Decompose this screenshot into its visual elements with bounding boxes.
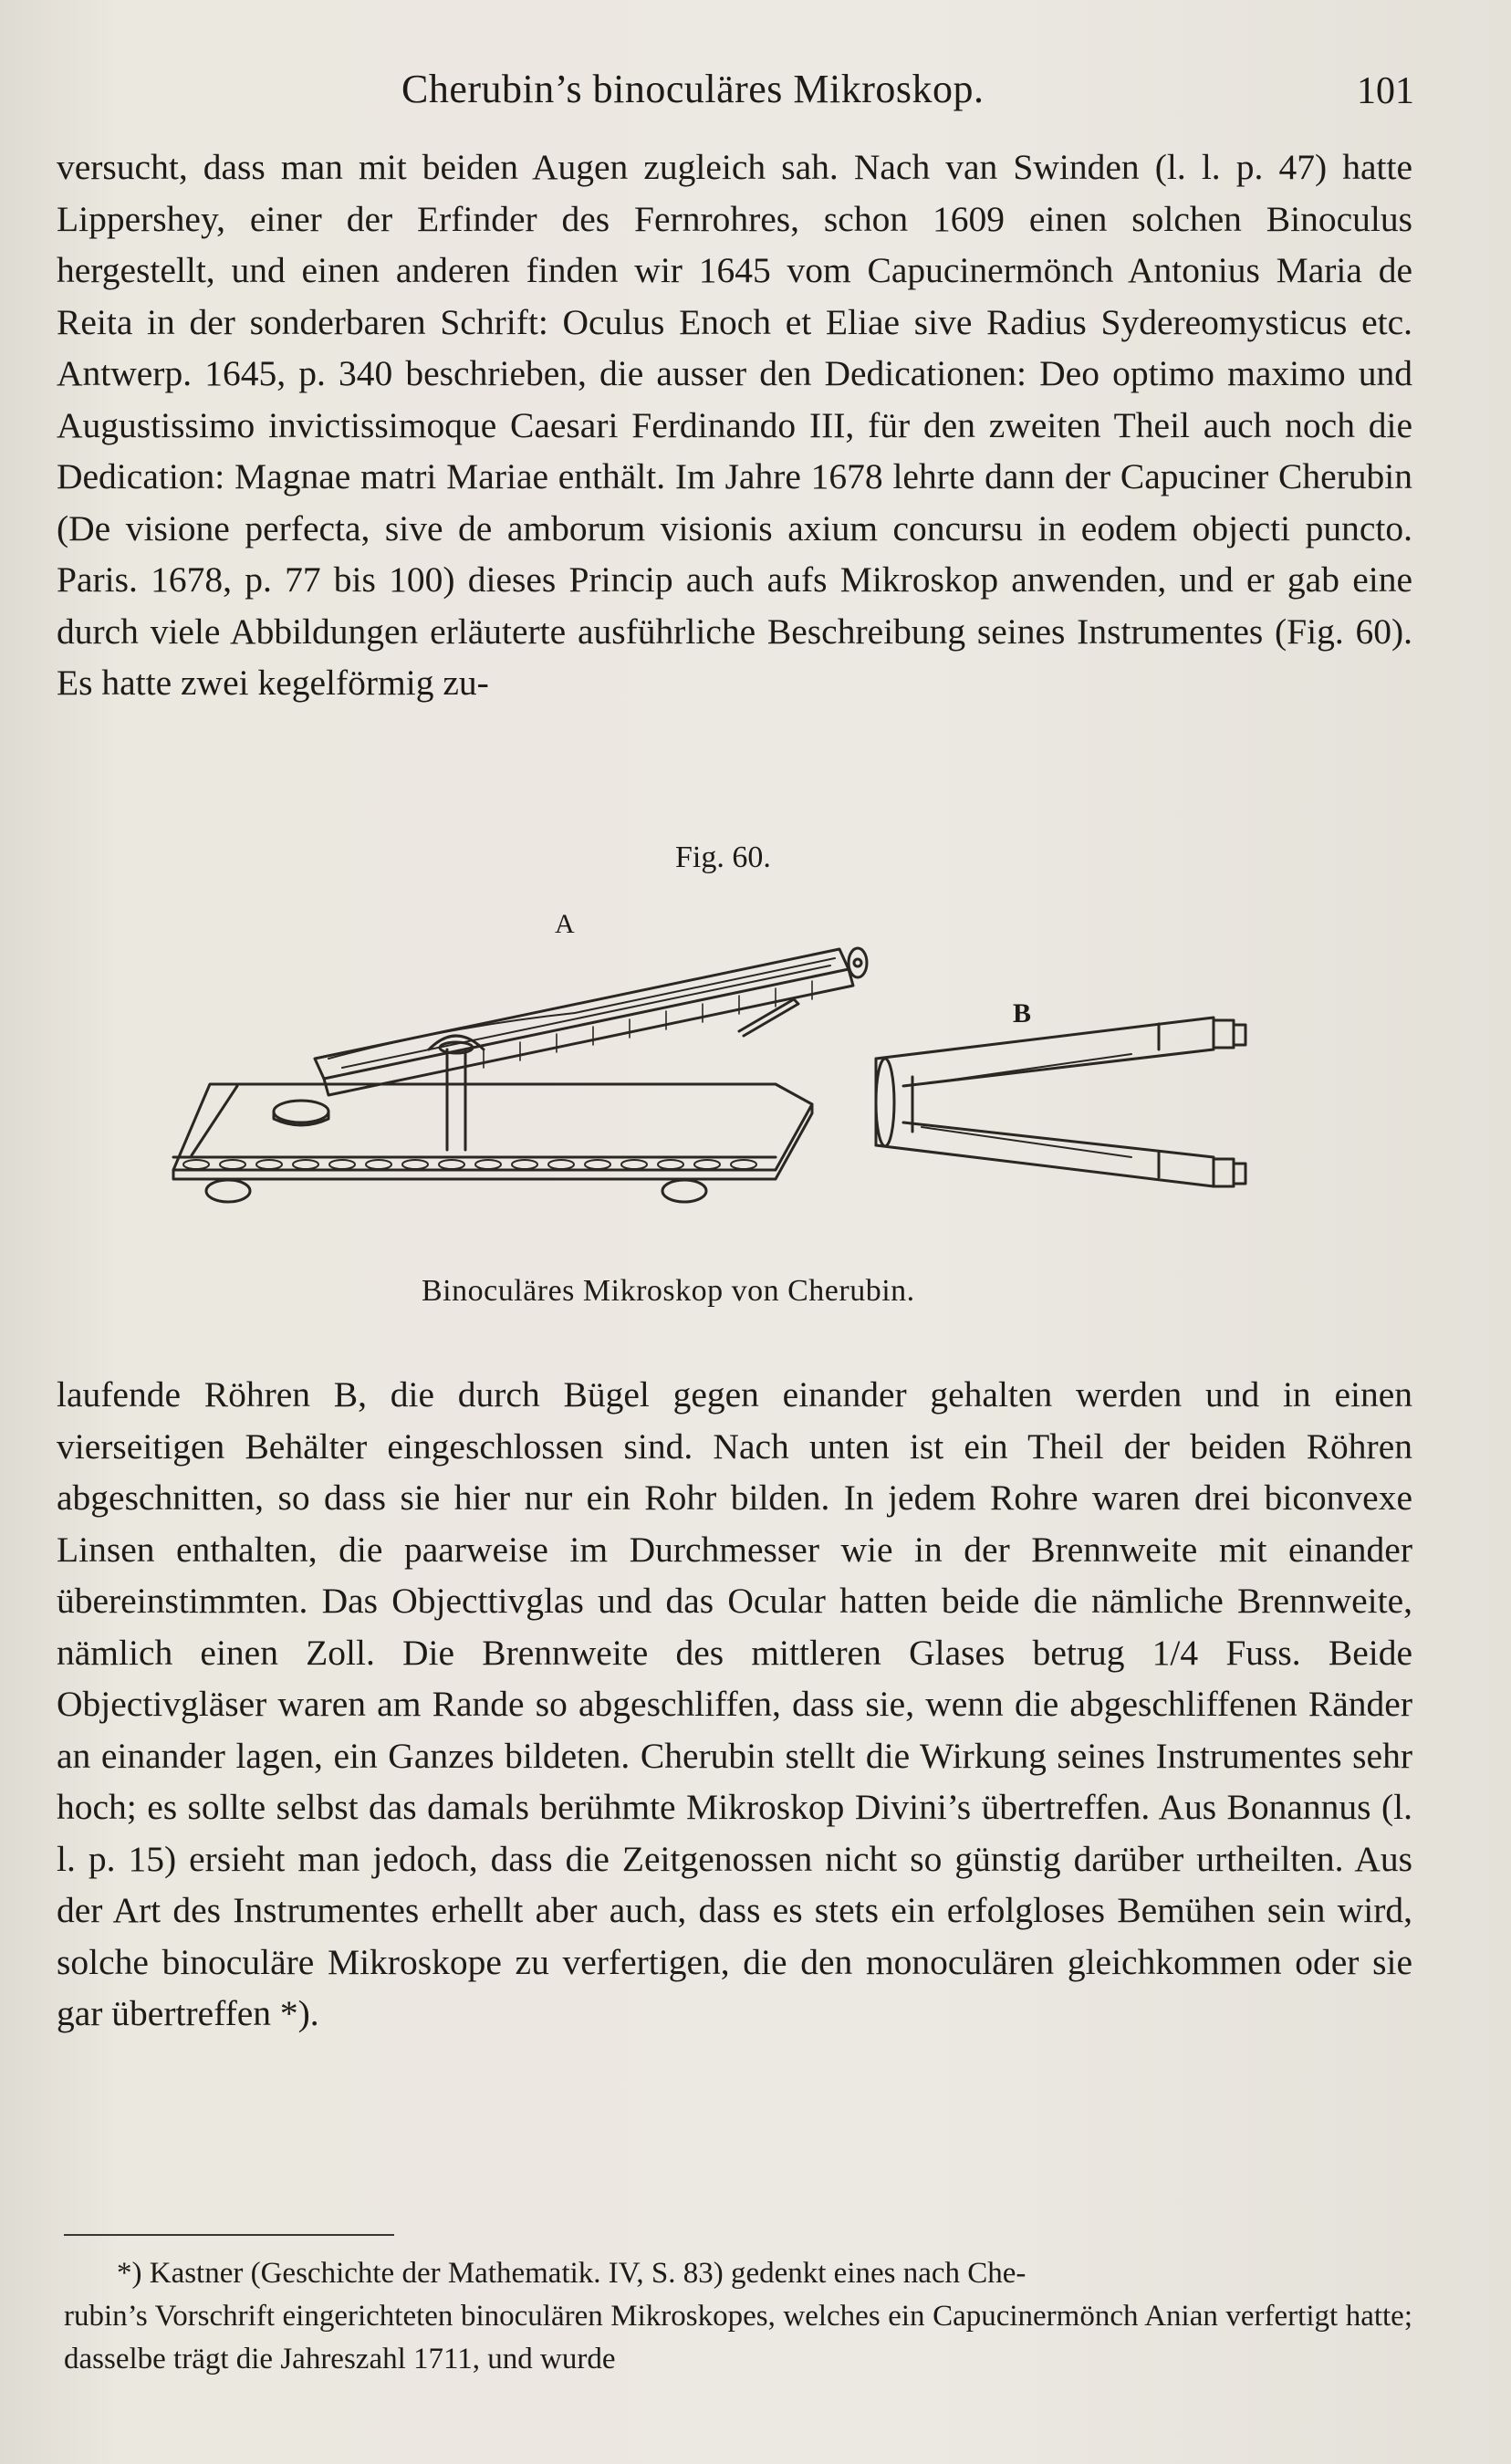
- footnote-line-1: *) Kastner (Geschichte der Mathematik. IV, S. 83) gedenkt eines nach Che-: [117, 2257, 1026, 2290]
- microscope-illustration: [155, 913, 1305, 1250]
- footnote-continuation: rubin’s Vorschrift eingerichteten binoculären Mikroskopes, welches ein Capucinermönch Anian verfertigt hatte; dasselbe trägt die Jahreszahl 1711, und wurde: [64, 2300, 1412, 2375]
- running-title: Cherubin’s binoculäres Mikroskop.: [401, 67, 985, 111]
- tubes-b: [876, 1018, 1245, 1186]
- label-a: A: [555, 913, 575, 939]
- paragraph-1: versucht, dass man mit beiden Augen zugleich sah. Nach van Swinden (l. l. p. 47) hatte Lippershey, einer der Erfinder des Fernrohres, schon 1609 einen solchen Binoculus hergestellt, und einen anderen finden wir 1645 vom Capucinermönch Antonius Maria de Reita in der sonderbaren Schrift: Oculus Enoch et Eliae sive Radius Sydereomysticus etc. Antwerp. 1645, p. 340 beschrieben, die ausser den Dedicationen: Deo optimo maximo und Augustissimo invictissimoque Caesari Ferdinando III, für den zweiten Theil auch noch die Dedication: Magnae matri Mariae enthält. Im Jahre 1678 lehrte dann der Capuciner Cherubin (De visione perfecta, sive de amborum visionis axium concursu in eodem objecti puncto. Paris. 1678, p. 77 bis 100) dieses Princip auch aufs Mikroskop anwenden, und er gab eine durch viele Abbildungen erläuterte ausführliche Beschreibung seines Instrumentes (Fig. 60). Es hatte zwei kegelförmig zu-: [57, 147, 1412, 703]
- page-header: [55, 66, 1414, 120]
- page-number: 101: [1357, 70, 1414, 112]
- footnote: [64, 2252, 1412, 2381]
- figure-binocular-microscope: [155, 913, 1305, 1250]
- label-b: B: [1013, 998, 1032, 1028]
- paragraph-2: laufende Röhren B, die durch Bügel gegen einander gehalten werden und in einen vierseitigen Behälter eingeschlossen sind. Nach unten ist ein Theil der beiden Röhren abgeschnitten, so dass sie hier nur ein Rohr bilden. In jedem Rohre waren drei biconvexe Linsen enthalten, die paarweise im Durchmesser wie in der Brennweite mit einander übereinstimmten. Das Objecttivglas und das Ocular hatten beide die nämliche Brennweite, nämlich einen Zoll. Die Brennweite des mittleren Glases betrug 1/4 Fuss. Beide Objectivgläser waren am Rande so abgeschliffen, dass sie, wenn die abgeschliffenen Ränder an einander lagen, ein Ganzes bildeten. Cherubin stellt die Wirkung seines Instrumentes sehr hoch; es sollte selbst das damals berühmte Mikroskop Divini’s übertreffen. Aus Bonannus (l. l. p. 15) ersieht man jedoch, dass die Zeitgenossen nicht so günstig darüber urtheilten. Aus der Art des Instrumentes erhellt aber auch, dass es stets ein erfolgloses Bemühen sein wird, solche binoculäre Mikroskope zu verfertigen, die den monoculären gleichkommen oder sie gar übertreffen *).: [57, 1374, 1412, 2033]
- figure-caption: Binoculäres Mikroskop von Cherubin.: [422, 1274, 915, 1308]
- figure-label: Fig. 60.: [675, 840, 771, 874]
- footnote-divider: [64, 2234, 394, 2236]
